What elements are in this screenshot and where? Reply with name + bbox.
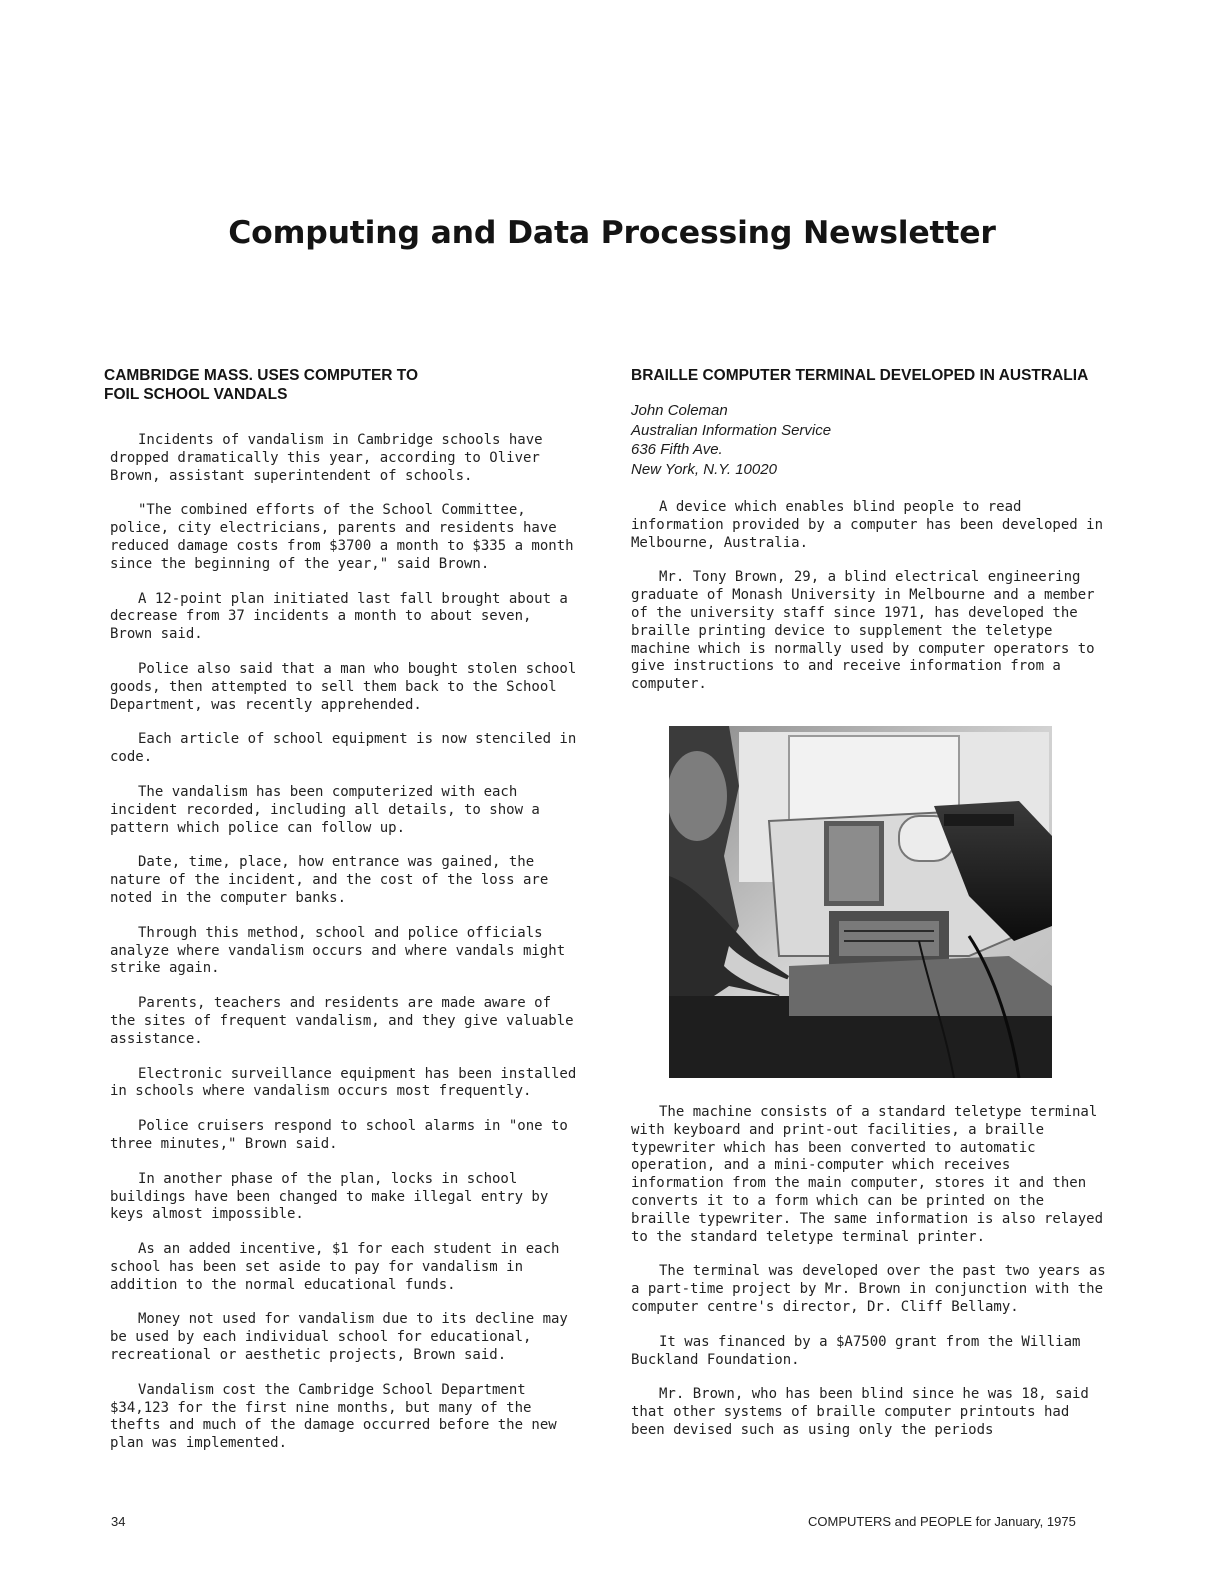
paragraph: It was financed by a $A7500 grant from the William Buckland Foundation. xyxy=(631,1333,1081,1368)
paragraph: Date, time, place, how entrance was gained, the nature of the incident, and the cost of the loss are noted in the computer banks. xyxy=(110,854,549,906)
paragraph: A device which enables blind people to read information provided by a computer has been developed in Melbourne, Australia. xyxy=(631,499,1104,551)
paragraph: Each article of school equipment is now stenciled in code. xyxy=(110,731,577,766)
paragraph: Mr. Tony Brown, 29, a blind electrical engineering graduate of Monash University in Melbourne and a member of the university staff since 1971, has developed the braille printing device to supplement the teletype machine which is normally used by computer operators to give instructions to and receive information from a computer. xyxy=(631,569,1095,693)
byline xyxy=(631,401,1111,479)
paragraph: Money not used for vandalism due to its decline may be used by each individual school for educational, recreational or aesthetic projects, Brown said. xyxy=(110,1311,568,1364)
paragraph: In another phase of the plan, locks in school buildings have been changed to make illegal entry by keys almost impossible. xyxy=(110,1170,549,1223)
paragraph: Incidents of vandalism in Cambridge schools have dropped dramatically this year, according to Oliver Brown, assistant superintendent of schools. xyxy=(110,432,543,484)
newsletter-title: Computing and Data Processing Newsletter xyxy=(228,215,996,251)
right-article xyxy=(631,366,1111,1440)
publication-citation: COMPUTERS and PEOPLE for January, 1975 xyxy=(808,1514,1076,1529)
byline-street: 636 Fifth Ave. xyxy=(631,441,723,458)
byline-author: John Coleman xyxy=(631,402,728,419)
byline-city: New York, N.Y. 10020 xyxy=(631,460,777,478)
paragraph: The vandalism has been computerized with each incident recorded, including all details, to show a pattern which police can follow up. xyxy=(110,783,540,836)
paragraph: Police cruisers respond to school alarms in "one to three minutes," Brown said. xyxy=(110,1118,568,1152)
paragraph: Through this method, school and police officials analyze where vandalism occurs and where vandals might strike again. xyxy=(110,924,566,977)
page-number: 34 xyxy=(111,1514,126,1529)
left-article-headline xyxy=(104,366,580,404)
paragraph: The terminal was developed over the past two years as a part-time project by Mr. Brown in conjunction with the computer centre's director, Dr. Cliff Bellamy. xyxy=(631,1263,1106,1315)
byline-organization: Australian Information Service xyxy=(631,421,832,439)
braille-terminal-photo xyxy=(669,726,1052,1078)
paragraph: Parents, teachers and residents are made aware of the sites of frequent vandalism, and they give valuable assistance. xyxy=(110,995,574,1047)
paragraph: As an added incentive, $1 for each student in each school has been set aside to pay for vandalism in addition to the normal educational funds. xyxy=(110,1241,560,1293)
right-article-headline: BRAILLE COMPUTER TERMINAL DEVELOPED IN AUSTRALIA xyxy=(631,367,1089,384)
paragraph: Police also said that a man who bought stolen school goods, then attempted to sell them back to the School Department, was recently apprehended. xyxy=(110,660,577,713)
headline-line-2: FOIL SCHOOL VANDALS xyxy=(104,386,288,403)
paragraph: Electronic surveillance equipment has been installed in schools where vandalism occurs most frequently. xyxy=(110,1065,577,1100)
paragraph: A 12-point plan initiated last fall brought about a decrease from 37 incidents a month to about seven, Brown said. xyxy=(110,590,568,643)
paragraph: Vandalism cost the Cambridge School Department $34,123 for the first nine months, but many of the thefts and much of the damage occurred before the new plan was implemented. xyxy=(110,1381,557,1452)
paragraph: "The combined efforts of the School Committee, police, city electricians, parents and residents have reduced damage costs from $3700 a month to $335 a month since the beginning of the year," said Brown. xyxy=(110,502,574,572)
paragraph: Mr. Brown, who has been blind since he was 18, said that other systems of braille computer printouts had been devised such as using only the periods xyxy=(631,1386,1089,1438)
headline-line-1: CAMBRIDGE MASS. USES COMPUTER TO xyxy=(104,367,419,384)
left-article xyxy=(104,366,580,1453)
paragraph: The machine consists of a standard teletype terminal with keyboard and print-out facilities, a braille typewriter which has been converted to automatic operation, and a mini-computer which receives information from the main computer, stores it and then converts it to a form which can be printed on the braille typewriter. The same information is also relayed to the standard teletype terminal printer. xyxy=(631,1103,1104,1245)
